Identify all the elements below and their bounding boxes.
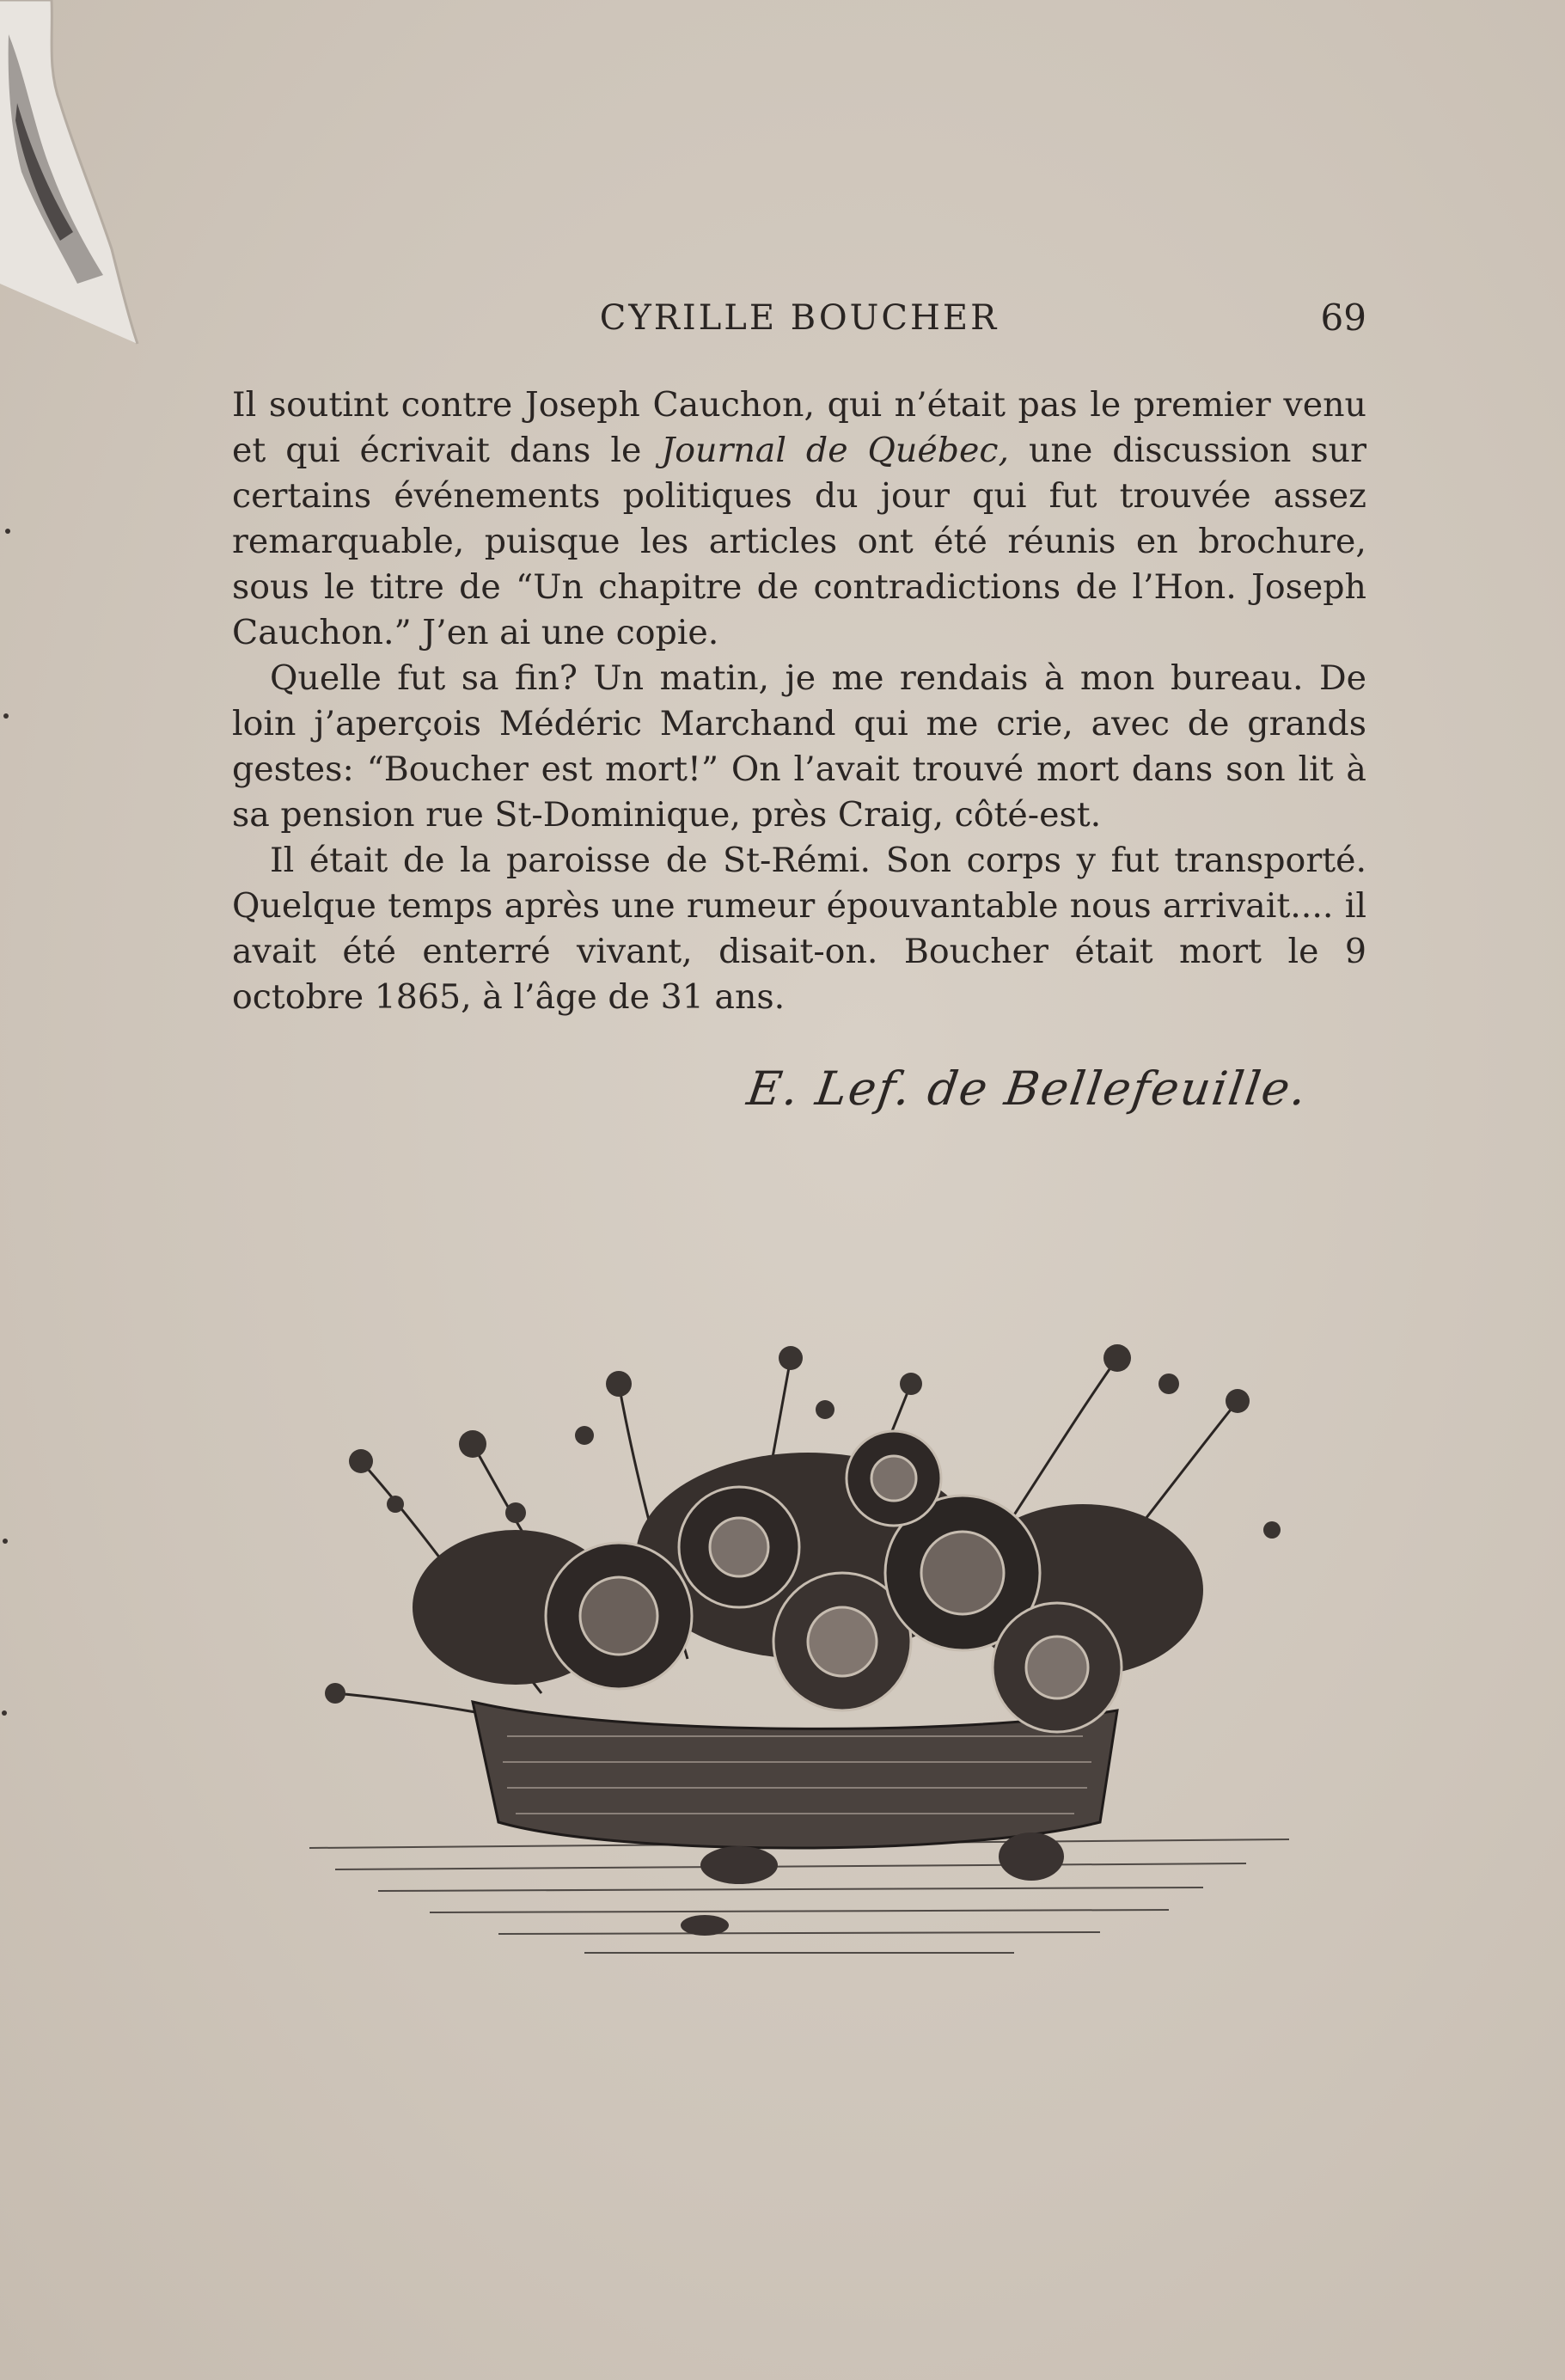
- running-head: CYRILLE BOUCHER: [599, 298, 1000, 338]
- paragraph-3: Il était de la paroisse de St-Rémi. Son corps y fut transporté. Quelque temps après une rumeur épouvantable nous arrivait.... il avait été enterré vivant, disait-on. Boucher était mort le 9 octobre 1865, à l’âge de 31 ans.: [232, 841, 1366, 1017]
- page-number: 69: [1320, 297, 1366, 339]
- ink-speck: [3, 713, 9, 719]
- ground-hatching: [309, 1839, 1289, 1953]
- paragraph-1-text-end: une discussion sur certains événements politiques du jour qui fut trouvée assez remarquable, puisque les articles ont été réunis en brochure, sous le titre de “Un chapitre de contradictions de l’Hon. Joseph Cauchon.” J’en ai une copie.: [232, 431, 1366, 652]
- basket: [473, 1702, 1117, 1848]
- ink-speck: [2, 1710, 7, 1716]
- ink-speck: [3, 1539, 8, 1544]
- paragraph-1-text-start: Il soutint contre Joseph Cauchon, qui n’était pas le premier venu et qui écrivait dans le: [232, 385, 1366, 470]
- paragraph-2: Quelle fut sa fin? Un matin, je me rendais à mon bureau. De loin j’aperçois Médéric Marchand qui me crie, avec de grands gestes: “Boucher est mort!” On l’avait trouvé mort dans son lit à sa pension rue St-Dominique, près Craig, côté-est.: [232, 658, 1366, 835]
- ink-speck: [5, 529, 10, 534]
- body-text: [232, 382, 1366, 1020]
- journal-title: Journal de Québec,: [661, 431, 1010, 470]
- author-signature: E. Lef. de Bellefeuille.: [743, 1062, 1311, 1116]
- torn-corner: [0, 0, 146, 361]
- paragraph-1: [232, 382, 1366, 656]
- page-header: [232, 292, 1366, 344]
- flower-basket-engraving: [258, 1332, 1341, 2020]
